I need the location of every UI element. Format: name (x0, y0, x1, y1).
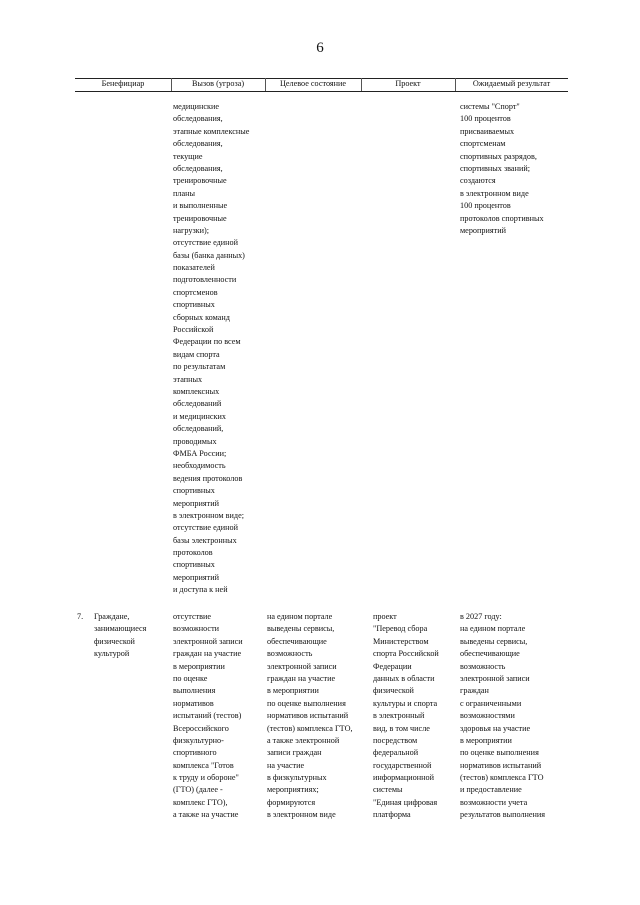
header-bottom-rule (75, 91, 568, 92)
cell-line: спортсменам (460, 139, 506, 149)
cell-line: этапные комплексные (173, 126, 250, 136)
cell-line: электронной записи (173, 636, 243, 646)
cell-line: (ГТО) (далее - (173, 785, 223, 795)
cell-line: спорта Российской (373, 649, 439, 659)
cell-line: сборных команд (173, 312, 230, 322)
cell-line: базы (банка данных) (173, 250, 245, 260)
cell-line: по оценке выполнения (460, 748, 539, 758)
cell-line: проводимых (173, 436, 217, 446)
cell-line: 100 процентов (460, 114, 511, 124)
cell-line: по оценке (173, 673, 208, 683)
cell-line: отсутствие единой (173, 238, 239, 248)
cell-line: мероприятий (173, 498, 219, 508)
header-beneficiary: Бенефициар (101, 79, 145, 88)
page-number: 6 (316, 40, 324, 56)
cell-line: данных в области (373, 673, 435, 683)
cell-line: в мероприятии (460, 735, 512, 745)
cell-line: занимающиеся (94, 624, 147, 634)
cell-line: и доступа к ней (173, 585, 228, 595)
cell-line: комплекс ГТО), (173, 797, 228, 807)
cell-line: а также электронной (267, 735, 340, 745)
cell-line: возможность (460, 661, 506, 671)
cell-line: государственной (373, 760, 432, 770)
cell-line: спортивных разрядов, (460, 151, 537, 161)
cell-line: физической (373, 686, 414, 696)
cell-line: спортсменов (173, 287, 218, 297)
cell-line: нормативов испытаний (267, 711, 349, 721)
cell-line: на едином портале (267, 612, 333, 621)
cell-line: в 2027 году: (460, 612, 502, 621)
cell-line: ведения протоколов (173, 473, 243, 483)
cell-line: создаются (460, 176, 496, 186)
cell-line: в мероприятии (173, 661, 225, 671)
cell-line: посредством (373, 735, 418, 745)
cell-line: спортивного (173, 748, 217, 758)
cell-line: физической (94, 636, 135, 646)
expected-result-cell (460, 611, 545, 822)
cell-line: граждан (460, 686, 489, 696)
cell-line: присваиваемых (460, 126, 515, 136)
cell-line: нормативов испытаний (460, 760, 542, 770)
cell-line: необходимость (173, 461, 226, 471)
cell-line: выведены сервисы, (267, 624, 335, 634)
cell-line: вид, в том числе (373, 723, 430, 733)
cell-line: протоколов (173, 548, 213, 558)
cell-line: в мероприятии (267, 686, 319, 696)
cell-line: обследований, (173, 424, 224, 434)
cell-line: граждан на участие (267, 673, 336, 683)
cell-line: на участие (267, 760, 305, 770)
cell-line: видам спорта (173, 349, 220, 359)
cell-line: с ограниченными (460, 698, 522, 708)
cell-line: в электронном виде (460, 188, 529, 198)
cell-line: показателей (173, 263, 215, 273)
cell-line: выполнения (173, 686, 216, 696)
header-target-state: Целевое состояние (279, 79, 347, 88)
cell-line: платформа (373, 810, 411, 820)
cell-line: культурой (94, 649, 130, 659)
cell-line: этапных (173, 374, 203, 384)
cell-line: мероприятиях; (267, 785, 319, 795)
cell-line: (тестов) комплекса ГТО (460, 773, 544, 783)
cell-line: системы "Спорт" (460, 102, 520, 111)
cell-line: в электронный (373, 711, 425, 721)
cell-line: 100 процентов (460, 201, 511, 211)
cell-line: Федерации (373, 661, 412, 671)
cell-line: подготовленности (173, 275, 237, 285)
cell-line: обеспечивающие (460, 649, 520, 659)
cont-result-cell (460, 101, 544, 237)
cell-line: обеспечивающие (267, 636, 327, 646)
cell-line: по оценке выполнения (267, 698, 346, 708)
cell-line: тренировочные (173, 213, 227, 223)
cell-line: текущие (173, 151, 203, 161)
cell-line: обследований (173, 399, 222, 409)
cell-line: спортивных (173, 300, 215, 310)
cell-line: системы (373, 785, 403, 795)
cell-line: по результатам (173, 362, 226, 372)
cell-line: (тестов) комплекса ГТО, (267, 723, 353, 733)
cell-line: граждан на участие (173, 649, 242, 659)
cell-line: Всероссийского (173, 723, 229, 733)
cell-line: отсутствие (173, 612, 212, 621)
cell-line: Министерством (373, 636, 429, 646)
content-table (75, 78, 568, 905)
cont-challenge-cell (173, 101, 249, 597)
cell-line: записи граждан (267, 748, 322, 758)
cell-line: мероприятий (173, 572, 219, 582)
cell-line: и медицинских (173, 411, 226, 421)
cell-line: обследования, (173, 163, 223, 173)
cell-line: в физкультурных (267, 773, 327, 783)
header-project: Проект (395, 79, 421, 88)
target-state-cell (267, 611, 353, 822)
cell-line: обследования, (173, 114, 223, 124)
cell-line: "Единая цифровая (373, 797, 438, 807)
cell-line: Российской (173, 325, 214, 335)
cell-line: Граждане, (94, 612, 130, 621)
cell-line: ФМБА России; (173, 448, 227, 458)
cell-line: культуры и спорта (373, 698, 438, 708)
cell-line: федеральной (373, 748, 419, 758)
cell-line: а также на участие (173, 810, 239, 820)
challenge-cell (173, 611, 243, 822)
cell-line: возможностями (460, 711, 515, 721)
cell-line: спортивных званий; (460, 163, 530, 173)
cell-line: возможности учета (460, 797, 528, 807)
cell-line: на едином портале (460, 624, 526, 634)
cell-line: электронной записи (460, 673, 530, 683)
cell-line: "Перевод сбора (373, 624, 428, 634)
beneficiary-cell (94, 611, 146, 661)
cell-line: и выполненные (173, 201, 228, 211)
cell-line: в электронном виде (267, 810, 336, 820)
cell-line: выведены сервисы, (460, 636, 528, 646)
cell-line: возможности (173, 624, 220, 634)
cell-line: комплекса "Готов (173, 760, 234, 770)
cell-line: проект (373, 612, 397, 621)
cell-line: мероприятий (460, 225, 506, 235)
cell-line: электронной записи (267, 661, 337, 671)
cell-line: информационной (373, 773, 434, 783)
cell-line: спортивных (173, 486, 215, 496)
cell-line: нагрузки); (173, 225, 210, 235)
cell-line: планы (173, 188, 195, 198)
cell-line: и предоставление (460, 785, 522, 795)
cell-line: физкультурно- (173, 735, 224, 745)
row-number: 7. (77, 612, 84, 621)
cell-line: медицинские (173, 102, 220, 111)
cell-line: к труду и обороне" (173, 773, 239, 783)
cell-line: возможность (267, 649, 313, 659)
cell-line: тренировочные (173, 176, 227, 186)
cell-line: испытаний (тестов) (173, 711, 242, 721)
cell-line: формируются (267, 797, 316, 807)
header-challenge: Вызов (угроза) (191, 79, 245, 88)
cell-line: нормативов (173, 698, 214, 708)
cell-line: отсутствие единой (173, 523, 239, 533)
cell-line: Федерации по всем (173, 337, 241, 347)
cell-line: в электронном виде; (173, 510, 244, 520)
cell-line: комплексных (173, 386, 220, 396)
cell-line: базы электронных (173, 535, 237, 545)
cell-line: результатов выполнения (460, 810, 546, 820)
header-expected-result: Ожидаемый результат (472, 79, 551, 88)
cell-line: протоколов спортивных (460, 213, 544, 223)
cell-line: спортивных (173, 560, 215, 570)
cell-line: здоровья на участие (460, 723, 531, 733)
project-cell (373, 611, 439, 822)
cell-line: обследования, (173, 139, 223, 149)
